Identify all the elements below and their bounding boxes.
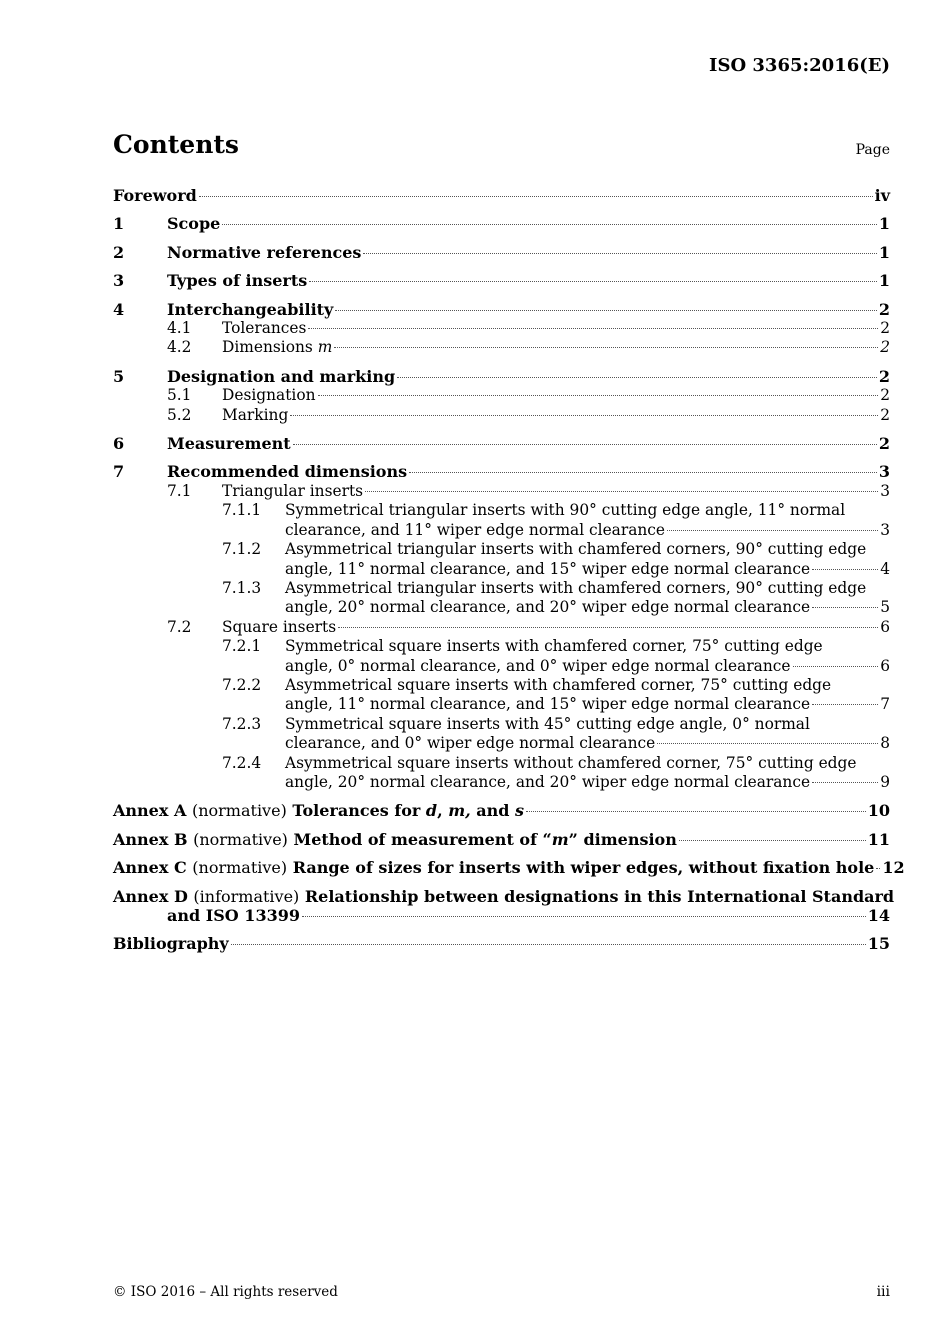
section-number: 7.2.1 (222, 637, 262, 656)
page-number: 6 (880, 656, 890, 675)
page-number: 2 (878, 299, 890, 319)
section-number: 7.2.4 (222, 753, 262, 772)
section-number: 7.1.2 (222, 540, 262, 559)
toc-entry-7-1-2[interactable]: 7.1.2 Asymmetrical triangular inserts with chamfered corners, 90° cutting edge angle, 11° normal clearance, and 15° wiper edge normal clearance 4 (222, 540, 890, 578)
leader-dots (199, 196, 873, 197)
toc-entry-7-2-2[interactable]: 7.2.2 Asymmetrical square inserts with chamfered corner, 75° cutting edge angle, 11° normal clearance, and 15° wiper edge normal clearance 7 (222, 675, 890, 714)
page-number: 2 (880, 386, 890, 405)
toc-entry-7-1-1[interactable]: 7.1.1 Symmetrical triangular inserts with 90° cutting edge angle, 11° normal clearance, and 11° wiper edge normal clearance 3 (222, 501, 890, 539)
leader-dots (318, 395, 879, 396)
section-number: 5 (113, 366, 125, 386)
toc-entry-designation-and-marking[interactable]: 5 Designation and marking 2 (113, 366, 890, 386)
section-number: 5.2 (167, 405, 192, 424)
section-number: 7.1.1 (222, 501, 262, 520)
page-number: iv (874, 186, 890, 205)
page-number: 4 (880, 559, 890, 578)
leader-dots (812, 569, 878, 570)
page-number: 14 (867, 906, 890, 925)
leader-dots (409, 472, 877, 473)
section-number: 7.2.3 (222, 714, 262, 733)
leader-dots (302, 916, 866, 917)
section-number: 5.1 (167, 386, 192, 405)
toc-entry-types-of-inserts[interactable]: 3 Types of inserts 1 (113, 271, 890, 291)
toc-entry-7-2-3[interactable]: 7.2.3 Symmetrical square inserts with 45° cutting edge angle, 0° normal clearance, and 0° wiper edge normal clearance 8 (222, 714, 890, 753)
page-column-label: Page (855, 142, 890, 158)
page-number: 2 (880, 338, 890, 357)
toc-entry-foreword[interactable]: Foreword iv (113, 186, 890, 205)
leader-dots (876, 868, 880, 869)
leader-dots (290, 415, 878, 416)
page-number: 1 (878, 242, 890, 262)
leader-dots (397, 377, 877, 378)
document-id: ISO 3365:2016(E) (709, 55, 890, 76)
toc-entry-designation[interactable]: 5.1 Designation 2 (167, 386, 890, 405)
toc-entry-7-2-1[interactable]: 7.2.1 Symmetrical square inserts with chamfered corner, 75° cutting edge angle, 0° normal clearance, and 0° wiper edge normal clearance 6 (222, 637, 890, 675)
leader-dots (222, 224, 877, 225)
toc-entry-recommended-dimensions[interactable]: 7 Recommended dimensions 3 (113, 462, 890, 482)
toc-entry-7-2-4[interactable]: 7.2.4 Asymmetrical square inserts without chamfered corner, 75° cutting edge angle, 20° normal clearance, and 20° wiper edge normal clearance 9 (222, 753, 890, 791)
page-number: 2 (880, 319, 890, 338)
leader-dots (338, 627, 878, 628)
page-number: 2 (878, 366, 890, 386)
section-number: 4 (113, 299, 125, 319)
toc-entry-marking[interactable]: 5.2 Marking 2 (167, 405, 890, 424)
section-number: 7.2.2 (222, 675, 262, 694)
leader-dots (293, 444, 877, 445)
toc-entry-7-1-3[interactable]: 7.1.3 Asymmetrical triangular inserts with chamfered corners, 90° cutting edge angle, 20° normal clearance, and 20° wiper edge normal clearance 5 (222, 578, 890, 617)
page-number: 6 (880, 617, 890, 636)
section-number: 7.1.3 (222, 578, 262, 597)
leader-dots (335, 310, 877, 311)
page-number: 15 (867, 934, 890, 954)
page-number: 3 (880, 481, 890, 500)
section-number: 6 (113, 434, 125, 454)
page-number: 10 (867, 801, 890, 821)
section-number: 7.2 (167, 617, 192, 636)
toc-entry-normative-references[interactable]: 2 Normative references 1 (113, 242, 890, 262)
toc-entry-bibliography[interactable]: Bibliography 15 (113, 934, 890, 954)
contents-heading: Contents (113, 130, 240, 159)
page-number: 5 (880, 598, 890, 617)
leader-dots (793, 666, 879, 667)
toc-entry-measurement[interactable]: 6 Measurement 2 (113, 434, 890, 454)
copyright-notice: © ISO 2016 – All rights reserved (113, 1284, 338, 1300)
page-number: 3 (880, 520, 890, 539)
section-number: 4.2 (167, 338, 192, 357)
page-number: 2 (880, 405, 890, 424)
leader-dots (812, 607, 878, 608)
page-number: 1 (878, 214, 890, 234)
footer-page-number: iii (876, 1284, 890, 1300)
leader-dots (308, 328, 878, 329)
page-number: 8 (880, 734, 890, 753)
page-number: 11 (867, 829, 890, 849)
toc-entry-tolerances[interactable]: 4.1 Tolerances 2 (167, 319, 890, 338)
page-number: 7 (880, 695, 890, 714)
section-number: 2 (113, 242, 125, 262)
leader-dots (667, 530, 878, 531)
leader-dots (334, 347, 878, 348)
toc-entry-square-inserts[interactable]: 7.2 Square inserts 6 (167, 617, 890, 636)
page-number: 1 (878, 271, 890, 291)
section-number: 7.1 (167, 481, 192, 500)
toc-entry-triangular-inserts[interactable]: 7.1 Triangular inserts 3 (167, 481, 890, 500)
section-number: 7 (113, 462, 125, 482)
toc-entry-annex-d[interactable]: Annex D (informative) Relationship between designations in this International Standard and ISO 13399 14 (113, 886, 895, 925)
toc-entry-annex-b[interactable]: Annex B (normative) Method of measurement of “m” dimension 11 (113, 829, 890, 849)
toc-entry-scope[interactable]: 1 Scope 1 (113, 214, 890, 234)
leader-dots (231, 944, 866, 945)
toc-entry-dimensions-m[interactable]: 4.2 Dimensions m 2 (167, 338, 890, 357)
section-number: 3 (113, 271, 125, 291)
page-number: 2 (878, 434, 890, 454)
leader-dots (526, 811, 866, 812)
leader-dots (657, 743, 878, 744)
leader-dots (309, 281, 877, 282)
page-number: 12 (882, 858, 905, 878)
leader-dots (812, 782, 878, 783)
toc-entry-annex-c[interactable]: Annex C (normative) Range of sizes for inserts with wiper edges, without fixation hole 12 (113, 858, 905, 878)
leader-dots (679, 840, 866, 841)
toc-entry-annex-a[interactable]: Annex A (normative) Tolerances for d, m, and s 10 (113, 801, 890, 821)
section-number: 1 (113, 214, 125, 234)
leader-dots (363, 253, 876, 254)
leader-dots (812, 704, 878, 705)
leader-dots (365, 491, 878, 492)
toc-entry-interchangeability[interactable]: 4 Interchangeability 2 (113, 299, 890, 319)
page-number: 9 (880, 772, 890, 791)
table-of-contents (113, 186, 905, 954)
section-number: 4.1 (167, 319, 192, 338)
page-number: 3 (878, 462, 890, 482)
